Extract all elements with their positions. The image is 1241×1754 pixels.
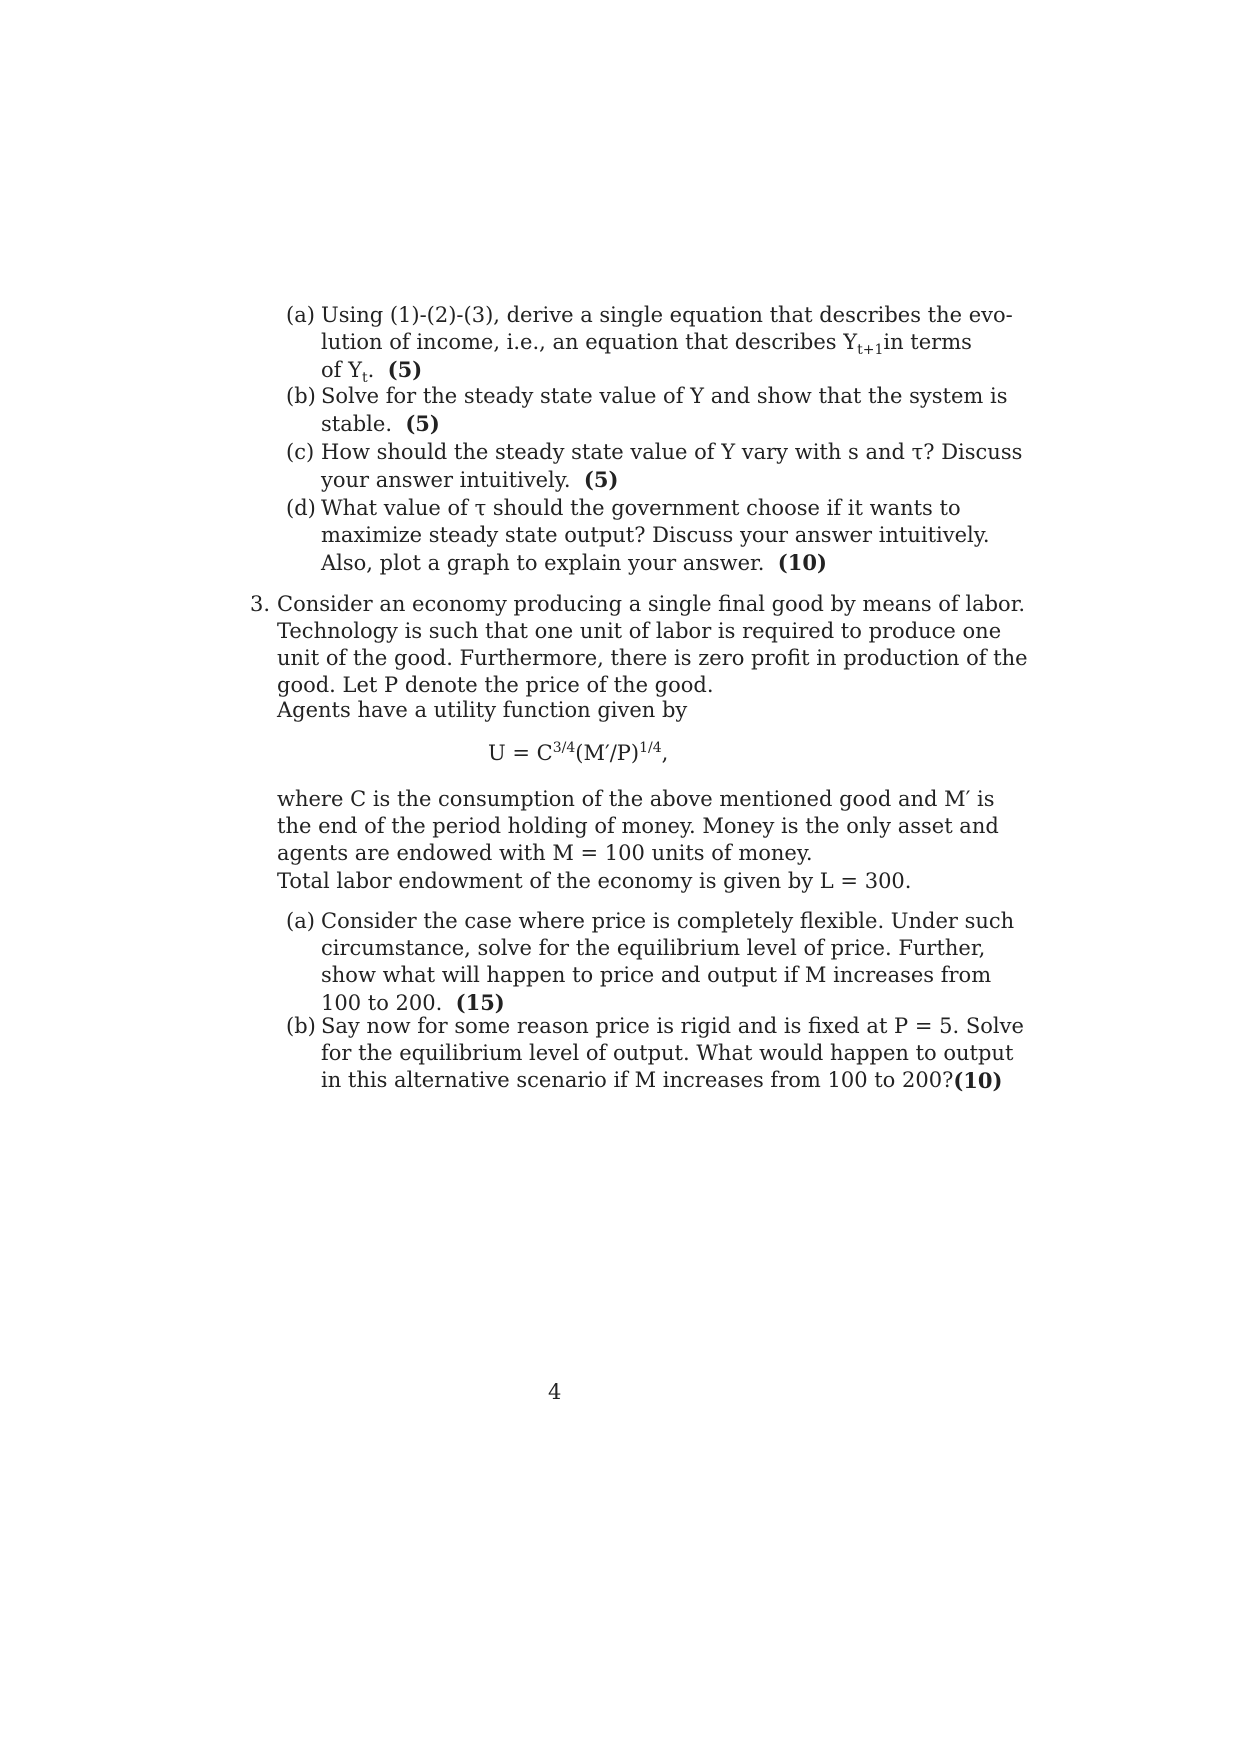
text-line: Technology is such that one unit of labor is required to produce one <box>277 619 1002 643</box>
text-line: stable. (5) <box>321 411 440 436</box>
text-line: good. Let P denote the price of the good. <box>277 673 714 697</box>
text-line: Using (1)-(2)-(3), derive a single equation that describes the evo- <box>321 303 1013 327</box>
text-line: for the equilibrium level of output. What would happen to output <box>321 1041 1014 1065</box>
part-label-2c: (c) <box>286 440 315 464</box>
text-line: How should the steady state value of Y vary with s and τ? Discuss <box>321 440 1023 464</box>
text-line: where C is the consumption of the above mentioned good and M′ is <box>277 787 995 811</box>
text-line: show what will happen to price and output if M increases from <box>321 963 992 987</box>
text-line: Also, plot a graph to explain your answer. (10) <box>321 550 827 575</box>
points-badge: (15) <box>455 990 505 1015</box>
question-3-agents <box>277 697 879 724</box>
points-badge: (5) <box>387 357 423 382</box>
points-badge: (5) <box>583 467 619 492</box>
text-line: Total labor endowment of the economy is given by L = 300. <box>277 869 912 893</box>
text-line: agents are endowed with M = 100 units of money. <box>277 841 813 865</box>
text-line: circumstance, solve for the equilibrium level of price. Further, <box>321 936 986 960</box>
question-2b-text <box>321 383 1008 438</box>
points-badge: (5) <box>405 411 440 436</box>
text-line: Consider an economy producing a single final good by means of labor. <box>277 592 1026 616</box>
text-line: unit of the good. Furthermore, there is zero profit in production of the <box>277 646 1028 670</box>
part-label-2a: (a) <box>286 303 315 327</box>
question-3-where <box>277 786 999 867</box>
question-number-3: 3. <box>250 592 271 616</box>
text-line: your answer intuitively. (5) <box>321 467 619 492</box>
text-line: of $Y_t$. (5) <box>321 357 423 387</box>
part-label-3b: (b) <box>286 1014 316 1038</box>
page-number: 4 <box>548 1380 562 1404</box>
question-3a-text <box>321 908 1015 1017</box>
text-line: Solve for the steady state value of Y and show that the system is <box>321 384 1008 408</box>
question-3-labor <box>277 868 912 895</box>
text-line: Consider the case where price is completely flexible. Under such <box>321 909 1015 933</box>
text-line: the end of the period holding of money. Money is the only asset and <box>277 814 999 838</box>
text-line: Agents have a utility function given by <box>277 698 688 722</box>
question-3-intro <box>277 591 1028 699</box>
text-line: 100 to 200. (15) <box>321 990 505 1015</box>
text-line: maximize steady state output? Discuss your answer intuitively. <box>321 523 990 547</box>
question-3b-text <box>321 1013 1024 1094</box>
part-label-2b: (b) <box>286 384 316 408</box>
points-badge: (10) <box>777 550 827 575</box>
question-2c-text <box>321 439 1023 494</box>
part-label-2d: (d) <box>286 496 316 520</box>
text-line: Say now for some reason price is rigid and is fixed at P = 5. Solve <box>321 1014 1024 1038</box>
question-2d-text <box>321 495 990 577</box>
question-2a-text <box>321 302 1013 387</box>
text-line: lution of income, i.e., an equation that describes $Y_{t+1}$ in terms <box>321 330 972 359</box>
utility-equation: $U = C^{3/4}(M'/P)^{1/4}$, <box>488 740 669 765</box>
part-label-3a: (a) <box>286 909 315 933</box>
text-line: What value of τ should the government choose if it wants to <box>321 496 961 520</box>
text-line: in this alternative scenario if M increases from 100 to 200? (10) <box>321 1068 1003 1093</box>
points-badge: (10) <box>953 1068 1003 1093</box>
